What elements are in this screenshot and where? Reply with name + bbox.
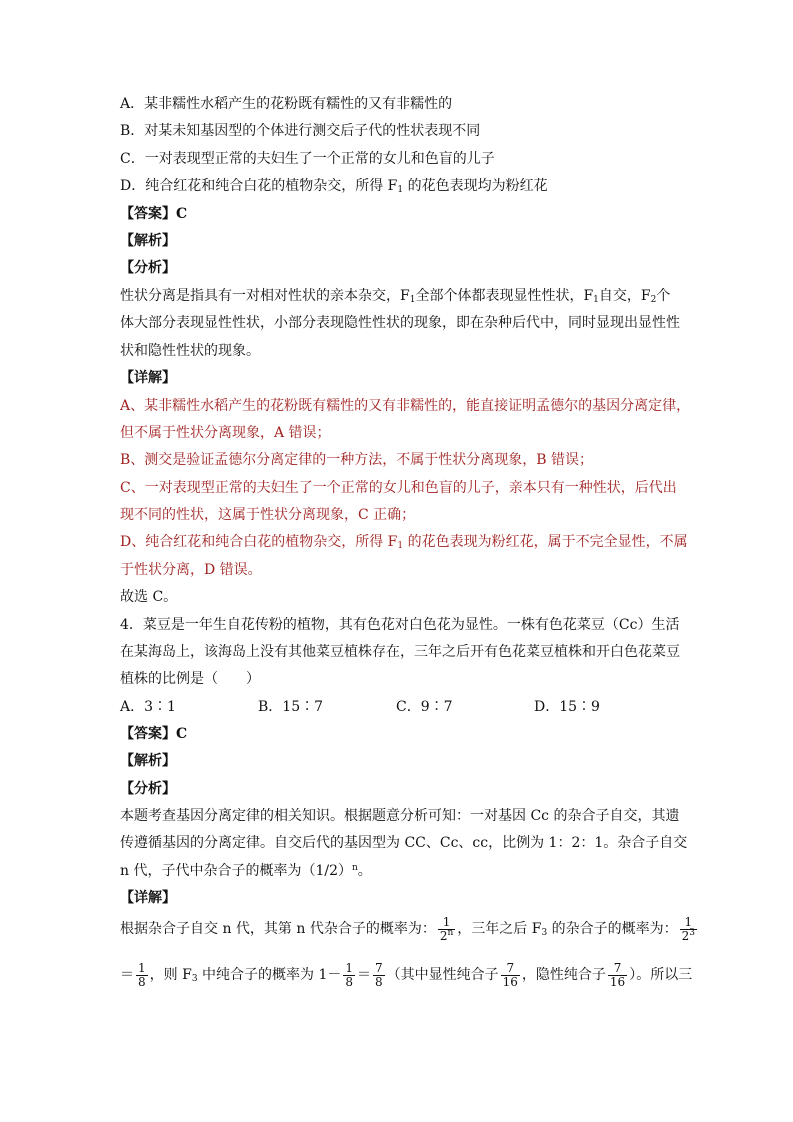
q3-option-a: A．某非糯性水稻产生的花粉既有糯性的又有非糯性的 <box>120 96 453 112</box>
q4-analysis-text-2: 。 <box>357 863 372 879</box>
q3-detail-a-line-2: 但不属于性状分离现象，A 错误； <box>120 425 331 441</box>
q4-detail-sub: 3 <box>191 974 198 984</box>
q3-analysis-line-2: 体大部分表现显性性状，小部分表现隐性性状的现象，即在杂种后代中，同时显现出显性性 <box>120 315 680 331</box>
fraction-numerator: 1 <box>684 914 693 929</box>
q3-option-d-sub: 1 <box>397 185 404 195</box>
q3-answer: 【答案】C <box>120 206 188 222</box>
q3-detail-d-text: D、纯合红花和纯合白花的植物杂交，所得 F <box>120 534 398 550</box>
q4-option-c: C．9∶7 <box>396 699 453 715</box>
fraction <box>136 962 148 989</box>
fraction-numerator: 7 <box>613 960 622 975</box>
q3-detail-a-line-1: A、某非糯性水稻产生的花粉既有糯性的又有非糯性的，能直接证明孟德尔的基因分离定律， <box>120 398 691 414</box>
fraction-denominator-base: 2 <box>439 928 448 943</box>
q3-detail-c-line-1: C、一对表现型正常的夫妇生了一个正常的女儿和色盲的儿子，亲本只有一种性状，后代出 <box>120 480 677 496</box>
fraction-denominator <box>438 929 455 943</box>
q3-analysis-text: 自交，F <box>598 288 651 304</box>
q3-analysis-sub: 1 <box>593 295 599 305</box>
q4-detail-text: 根据杂合子自交 n 代，其第 n 代杂合子的概率为： <box>120 921 436 937</box>
q4-stem-line-3: 植株的比例是（ ） <box>120 671 260 687</box>
q4-option-d: D．15∶9 <box>534 699 600 715</box>
q4-fenxi-heading: 【分析】 <box>120 781 176 797</box>
q4-analysis-text: n 代，子代中杂合子的概率为（1/2） <box>120 863 352 879</box>
fraction-denominator: 8 <box>345 974 353 989</box>
q4-detail-text: 中纯合子的概率为 1－ <box>197 967 342 983</box>
q3-analysis-line-1 <box>120 286 670 306</box>
q3-option-b: B．对某未知基因型的个体进行测交后子代的性状表现不同 <box>120 123 481 139</box>
fraction-numerator: 1 <box>345 960 353 975</box>
q4-detail-text: ，三年之后 F <box>457 921 542 937</box>
q3-conclusion: 故选 C。 <box>120 589 178 605</box>
q3-jiexi-heading: 【解析】 <box>120 233 176 249</box>
fraction-denominator <box>680 929 697 943</box>
fraction-denominator: 8 <box>138 974 146 989</box>
fraction <box>373 962 385 989</box>
q3-xiangjie-heading: 【详解】 <box>120 370 176 386</box>
q4-detail-text: ＝ <box>120 967 134 983</box>
fraction-denominator-exp: n <box>447 927 454 938</box>
q3-option-d <box>120 176 548 196</box>
q4-detail-line-1 <box>120 914 699 944</box>
fraction <box>438 916 455 943</box>
q4-detail-text: ，隐性纯合子 <box>521 967 606 983</box>
q4-detail-text: （其中显性纯合子 <box>386 967 499 983</box>
fraction-denominator-exp: 3 <box>689 927 696 938</box>
q4-answer: 【答案】C <box>120 726 188 742</box>
q3-analysis-line-3: 状和隐性性状的现象。 <box>120 343 260 359</box>
fraction <box>680 916 697 943</box>
q4-analysis-line-2: 传遵循基因的分离定律。自交后代的基因型为 CC、Cc、cc，比例为 1：2：1。杂合子自交 <box>120 835 688 851</box>
q3-fenxi-heading: 【分析】 <box>120 260 176 276</box>
q4-jiexi-heading: 【解析】 <box>120 753 176 769</box>
fraction <box>343 962 355 989</box>
fraction-numerator: 7 <box>506 960 515 975</box>
q4-detail-text: ）。所以三 <box>629 967 693 983</box>
q3-detail-d-text-2: 的花色表现为粉红花，属于不完全显性，不属 <box>403 534 688 550</box>
q4-detail-text: 的杂合子的概率为： <box>547 921 678 937</box>
fraction-denominator: 16 <box>502 974 518 989</box>
q3-analysis-sub: 1 <box>409 295 416 305</box>
fraction-numerator: 1 <box>442 914 451 929</box>
q3-detail-c-line-2: 现不同的性状，这属于性状分离现象，C 正确； <box>120 507 416 523</box>
q3-analysis-text: 性状分离是指具有一对相对性状的亲本杂交，F <box>120 288 410 304</box>
fraction-denominator: 16 <box>609 974 626 989</box>
q4-detail-text: ，则 F <box>149 967 192 983</box>
q3-detail-d-line-2: 于性状分离，D 错误。 <box>120 562 262 578</box>
q4-analysis-line-1: 本题考查基因分离定律的相关知识。根据题意分析可知：一对基因 Cc 的杂合子自交，其遗 <box>120 808 680 824</box>
q4-detail-sub: 3 <box>541 928 548 938</box>
q3-detail-d-sub: 1 <box>397 541 404 551</box>
q4-detail-line-2 <box>120 960 692 990</box>
q4-option-b: B．15∶7 <box>258 699 324 715</box>
fraction <box>501 962 520 989</box>
q4-stem-line-2: 在某海岛上，该海岛上没有其他菜豆植株存在，三年之后开有色花菜豆植株和开白色花菜豆 <box>120 644 680 660</box>
q3-analysis-text: 个 <box>656 288 671 304</box>
q3-analysis-sub: 2 <box>650 295 657 305</box>
q3-option-d-text-2: 的花色表现均为粉红花 <box>403 178 548 194</box>
q4-analysis-line-3 <box>120 861 372 881</box>
q4-detail-text: ＝ <box>357 967 371 983</box>
q4-analysis-sup: n <box>352 863 358 873</box>
q3-option-c: C．一对表现型正常的夫妇生了一个正常的女儿和色盲的儿子 <box>120 151 495 167</box>
q4-option-a: A．3∶1 <box>120 699 176 715</box>
fraction <box>608 962 627 989</box>
q3-option-d-text: D．纯合红花和纯合白花的植物杂交，所得 F <box>120 178 398 194</box>
q3-detail-b-line-1: B、测交是验证孟德尔分离定律的一种方法，不属于性状分离现象，B 错误； <box>120 452 594 468</box>
fraction-numerator: 1 <box>138 960 146 975</box>
q4-stem-line-1: 4．菜豆是一年生自花传粉的植物，其有色花对白色花为显性。一株有色花菜豆（Cc）生活 <box>120 617 680 633</box>
fraction-denominator-base: 2 <box>681 928 690 943</box>
q3-detail-d-line-1 <box>120 532 688 552</box>
q4-xiangjie-heading: 【详解】 <box>120 890 176 906</box>
q3-analysis-text: 全部个体都表现显性性状，F <box>415 288 594 304</box>
fraction-numerator: 7 <box>375 960 383 975</box>
fraction-denominator: 8 <box>375 974 383 989</box>
